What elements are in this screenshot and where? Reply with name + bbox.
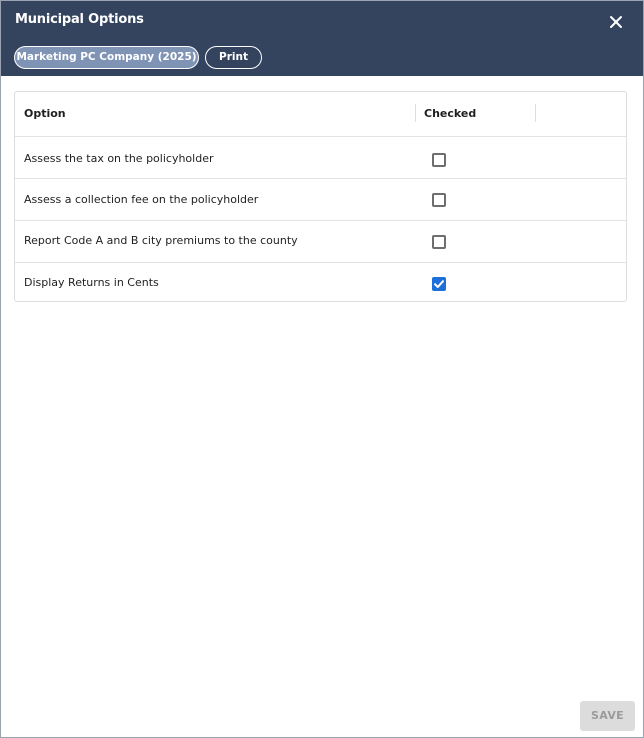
option-checkbox[interactable] (432, 193, 446, 207)
table-row (15, 262, 626, 303)
dialog-title: Municipal Options (15, 12, 144, 27)
table-row (15, 220, 626, 262)
column-header-option[interactable]: Option (24, 107, 66, 120)
print-button[interactable]: Print (205, 46, 262, 69)
save-button[interactable]: SAVE (580, 701, 635, 731)
table-row (15, 136, 626, 178)
close-button[interactable] (605, 11, 627, 33)
close-icon (605, 11, 627, 33)
option-label: Display Returns in Cents (24, 276, 159, 289)
option-checkbox[interactable] (432, 235, 446, 249)
option-label: Assess a collection fee on the policyholder (24, 193, 259, 206)
company-selector-button[interactable]: Marketing PC Company (2025) (14, 46, 199, 69)
option-label: Report Code A and B city premiums to the county (24, 234, 298, 247)
option-checkbox[interactable] (432, 277, 446, 291)
column-resize-handle[interactable] (535, 104, 536, 122)
option-checkbox[interactable] (432, 153, 446, 167)
checkmark-icon (432, 277, 446, 291)
dialog-header (1, 1, 643, 76)
column-resize-handle[interactable] (415, 104, 416, 122)
column-header-checked[interactable]: Checked (424, 107, 477, 120)
option-label: Assess the tax on the policyholder (24, 152, 214, 165)
options-table (14, 91, 627, 302)
table-row (15, 178, 626, 220)
